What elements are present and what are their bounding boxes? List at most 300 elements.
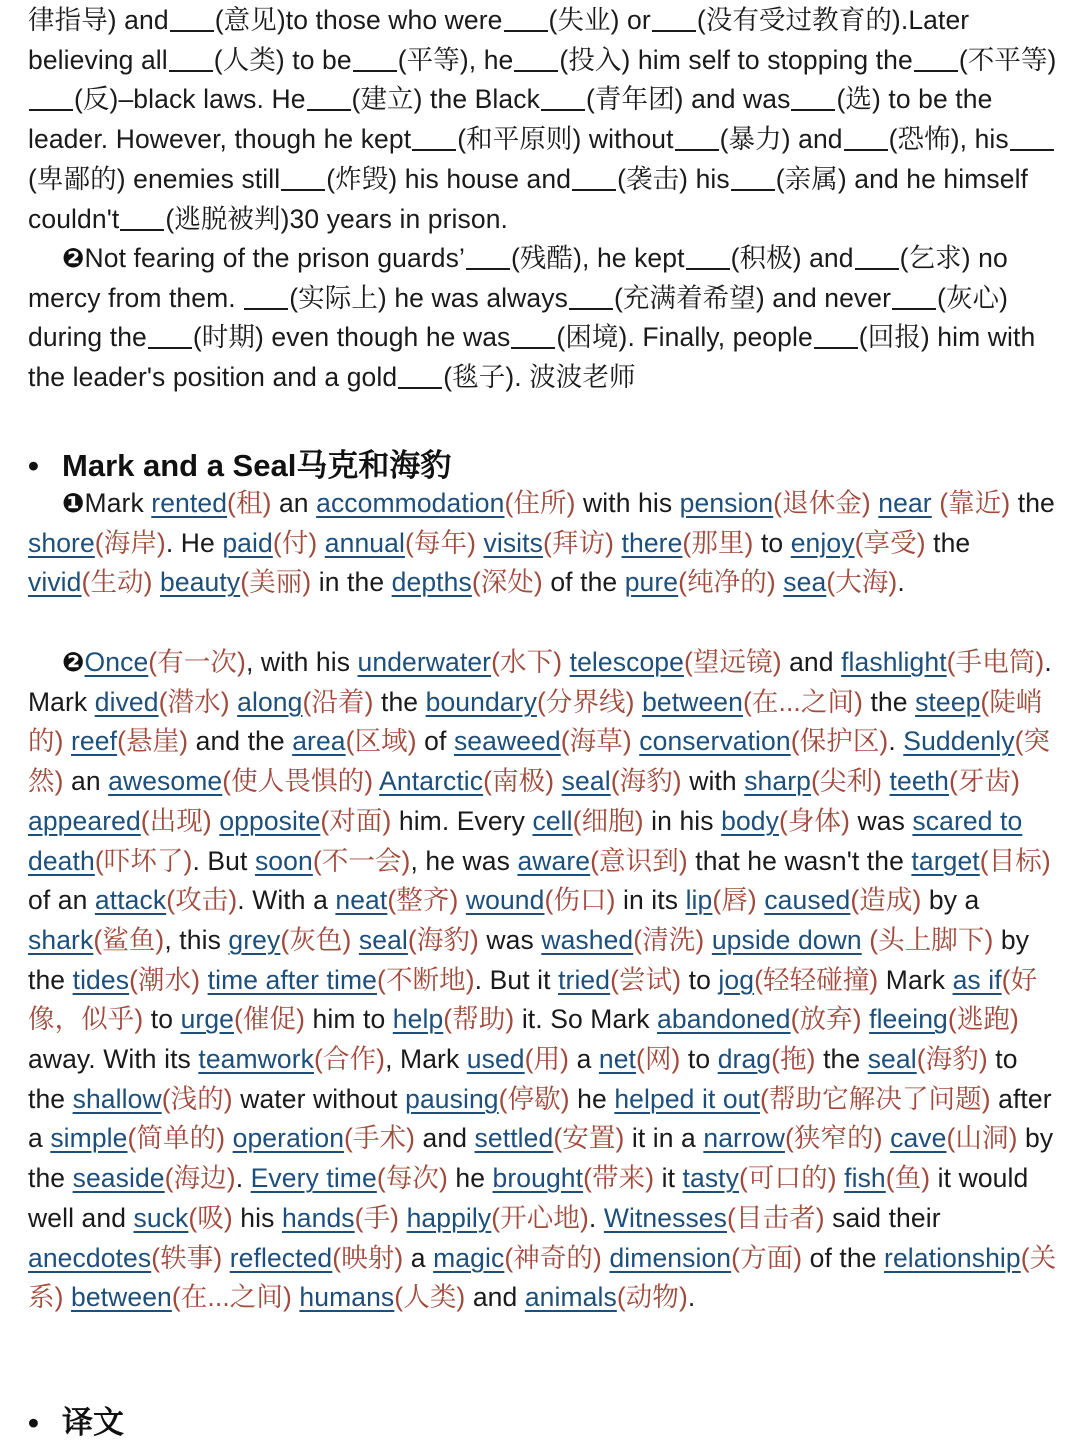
vocab-gloss: (海豹) — [916, 1044, 988, 1075]
vocab-gloss: (不一会) — [312, 845, 411, 876]
text-run — [64, 726, 71, 756]
vocab-word: there — [621, 527, 683, 558]
vocab-word: narrow — [703, 1123, 785, 1154]
text-run — [222, 1243, 229, 1273]
text-run: (乞求) no mercy from them. — [28, 243, 1008, 313]
text-run — [614, 528, 621, 558]
text-run — [225, 1123, 232, 1153]
vocab-word: suck — [133, 1202, 189, 1233]
text-run — [351, 925, 358, 955]
vocab-gloss: (望远镜) — [683, 647, 782, 677]
vocab-word: hands — [281, 1202, 355, 1233]
vocab-gloss: (退休金) — [773, 488, 871, 518]
vocab-gloss: (拜访) — [542, 527, 615, 558]
text-run: the — [863, 686, 916, 717]
vocab-word: time after time — [207, 964, 378, 995]
text-run: (逃脱被判)30 years in prison. — [165, 203, 508, 234]
vocab-gloss: (鲨鱼) — [93, 924, 165, 955]
vocab-word: animals — [524, 1282, 617, 1313]
vocab-word: as if — [952, 964, 1002, 995]
vocab-gloss: (分界线) — [536, 686, 635, 717]
vocab-word: steep — [915, 686, 981, 717]
text-run: (和平原则) without — [457, 124, 674, 155]
text-run — [153, 567, 160, 597]
fill-in-blank — [504, 30, 548, 32]
vocab-word: area — [292, 726, 346, 757]
vocab-word: attack — [94, 885, 167, 916]
text-run: , he was — [410, 845, 518, 876]
vocab-word: boundary — [425, 686, 537, 717]
vocab-gloss: (唇) — [712, 885, 757, 916]
text-run: it in a — [624, 1123, 704, 1154]
vocab-gloss: (沿着) — [302, 686, 374, 717]
fill-in-blank — [514, 70, 558, 72]
vocab-word: fleeing — [869, 1004, 948, 1035]
vocab-gloss: (出现) — [140, 805, 212, 836]
vocab-word: upside down — [711, 924, 862, 955]
text-run: (袭击) his — [617, 163, 730, 194]
vocab-word: grey — [228, 924, 281, 955]
fill-in-blank — [572, 189, 616, 191]
story-paragraph-2 — [28, 643, 1060, 1318]
text-run: to — [143, 1004, 181, 1035]
fill-in-blank — [855, 268, 899, 270]
text-run: to — [753, 527, 791, 558]
fill-in-blank — [307, 109, 351, 111]
fill-in-blank — [353, 70, 397, 72]
vocab-word: happily — [406, 1202, 492, 1233]
text-run — [837, 1163, 844, 1193]
vocab-word: seal — [561, 766, 611, 797]
vocab-gloss: (拖) — [771, 1044, 816, 1075]
vocab-gloss: (潮水) — [129, 964, 201, 995]
section-title: Mark and a Seal马克和海豹 — [62, 448, 452, 483]
text-run: an — [271, 488, 317, 518]
vocab-word: settled — [474, 1123, 554, 1154]
text-run — [317, 528, 324, 558]
vocab-gloss: (山洞) — [946, 1123, 1018, 1154]
text-run: . — [687, 1282, 696, 1313]
vocab-word: abandoned — [657, 1004, 791, 1035]
text-run: . — [888, 726, 904, 757]
fill-in-blank — [244, 308, 288, 310]
vocab-word: underwater — [357, 647, 492, 677]
vocab-gloss: (享受) — [854, 527, 926, 558]
text-run — [635, 687, 642, 717]
vocab-gloss: (水下) — [491, 647, 563, 677]
fill-in-blank — [398, 387, 442, 389]
text-run: . But it — [474, 964, 559, 995]
vocab-gloss: (停歇) — [498, 1083, 570, 1114]
vocab-gloss: (狭窄的) — [784, 1123, 883, 1154]
text-run: (意见)to those who were — [214, 5, 503, 35]
vocab-word: rented — [151, 488, 228, 518]
fill-in-blank — [814, 347, 858, 349]
text-run: Not fearing of the prison guards’ — [84, 243, 465, 273]
text-run: him to — [305, 1004, 393, 1035]
text-run: , Mark — [385, 1044, 467, 1075]
vocab-word: beauty — [160, 567, 241, 598]
vocab-gloss: (那里) — [682, 527, 754, 558]
exercise-paragraph-2 — [28, 239, 1060, 398]
text-run: it would well and — [28, 1163, 1029, 1233]
vocab-word: appeared — [28, 805, 141, 836]
text-run: away. With its — [28, 1044, 199, 1075]
vocab-word: body — [721, 805, 779, 836]
bullet-icon: • — [28, 1405, 39, 1440]
vocab-gloss: (付) — [272, 527, 318, 558]
text-run — [882, 766, 889, 796]
vocab-gloss: (开心地) — [491, 1202, 589, 1233]
text-run: his — [232, 1202, 282, 1233]
vocab-word: seaweed — [453, 726, 561, 757]
fill-in-blank — [844, 149, 888, 151]
vocab-gloss: (美丽) — [240, 567, 312, 598]
text-run: of — [416, 726, 454, 757]
fill-in-blank — [1010, 149, 1054, 151]
vocab-word: sharp — [744, 766, 811, 797]
text-run: . Mark — [28, 647, 1052, 717]
fill-in-blank — [892, 308, 936, 310]
fill-in-blank — [675, 149, 719, 151]
vocab-gloss: (方面) — [731, 1242, 803, 1273]
vocab-word: caused — [764, 885, 851, 916]
text-run: that he wasn't the — [687, 845, 912, 876]
vocab-word: lip — [685, 885, 713, 916]
vocab-gloss: (灰色) — [280, 924, 352, 955]
fill-in-blank — [281, 189, 325, 191]
paragraph-body — [28, 488, 1055, 597]
vocab-gloss: (轻轻碰撞) — [754, 964, 879, 995]
text-run: a — [403, 1242, 434, 1273]
vocab-word: pausing — [405, 1083, 499, 1114]
text-run: . But — [192, 845, 255, 876]
text-run — [64, 1282, 71, 1312]
text-run: the — [1010, 488, 1055, 518]
vocab-word: humans — [299, 1282, 395, 1313]
text-run: to the — [28, 1044, 1018, 1114]
vocab-word: shark — [28, 924, 94, 955]
text-run — [200, 965, 207, 995]
fill-in-blank — [29, 109, 73, 111]
vocab-gloss: (对面) — [320, 805, 392, 836]
paragraph-body — [28, 647, 1056, 1312]
vocab-word: teamwork — [198, 1044, 315, 1075]
fill-in-blank — [686, 268, 730, 270]
text-run: by a — [921, 885, 980, 916]
text-run: (充满着希望) and never — [613, 282, 892, 313]
vocab-gloss: (逃跑) — [947, 1004, 1019, 1035]
vocab-gloss: (海豹) — [407, 924, 479, 955]
vocab-word: jog — [718, 964, 755, 995]
vocab-gloss: (租) — [227, 488, 272, 518]
text-run — [554, 766, 561, 796]
text-run: Mark — [878, 964, 953, 995]
text-run: , with his — [245, 647, 358, 677]
text-run: (时期) even though he was — [192, 322, 511, 353]
vocab-gloss: (帮助) — [443, 1004, 515, 1035]
vocab-gloss: (不断地) — [377, 964, 475, 995]
vocab-word: fish — [844, 1163, 886, 1194]
text-run: . — [897, 567, 905, 598]
text-run: (人类) to be — [213, 44, 352, 75]
vocab-word: drag — [717, 1044, 772, 1075]
vocab-gloss: (身体) — [778, 805, 851, 836]
text-run: (投入) him self to stopping the — [559, 44, 913, 75]
vocab-gloss: (整齐) — [387, 885, 459, 916]
text-run: he — [569, 1083, 615, 1114]
vocab-word: tides — [72, 964, 130, 995]
text-run: 律指导) and — [28, 5, 169, 35]
vocab-word: relationship — [884, 1242, 1021, 1273]
text-run — [399, 1203, 406, 1233]
text-run: (回报) him with the leader's position and a gold — [28, 322, 1036, 393]
vocab-gloss: (目击者) — [727, 1202, 825, 1233]
text-run: (选) to be the leader. However, though he kept — [28, 84, 993, 155]
text-run: in the — [311, 567, 392, 598]
text-run: (积极) and — [730, 243, 854, 273]
vocab-word: sea — [783, 567, 827, 598]
vocab-gloss: (造成) — [850, 885, 922, 916]
vocab-gloss: (悬崖) — [117, 726, 189, 757]
vocab-word: annual — [324, 527, 405, 558]
story-paragraph-1 — [28, 484, 1060, 603]
fill-in-blank — [170, 30, 214, 32]
vocab-gloss: (简单的) — [127, 1123, 226, 1154]
vocab-word: used — [466, 1044, 525, 1075]
section-heading — [28, 440, 451, 485]
fill-in-blank — [791, 109, 835, 111]
text-run: of an — [28, 885, 95, 916]
vocab-gloss: (有一次) — [148, 647, 246, 677]
text-run: (没有受过教育的).Later believing all — [28, 5, 970, 75]
text-run: (失业) or — [548, 5, 651, 35]
vocab-gloss: (攻击) — [166, 885, 238, 916]
vocab-gloss: (可口的) — [739, 1163, 837, 1194]
paragraph-number: ❷ — [62, 647, 85, 677]
vocab-gloss: (海豹) — [610, 766, 682, 797]
text-run: the — [925, 527, 971, 558]
text-run: by the — [28, 924, 1030, 995]
vocab-gloss: (头上脚下) — [869, 924, 994, 955]
vocab-gloss: (清洗) — [633, 924, 705, 955]
text-run: it. So Mark — [514, 1004, 658, 1035]
paragraph-body — [28, 243, 1035, 392]
vocab-word: dived — [94, 686, 159, 717]
vocab-word: urge — [180, 1004, 235, 1035]
fill-in-blank — [120, 229, 164, 231]
text-run: (卑鄙的) enemies still — [28, 163, 281, 194]
vocab-word: pension — [679, 488, 774, 518]
text-run: said their — [824, 1202, 941, 1233]
translation-heading — [28, 1397, 124, 1442]
text-run: . With a — [237, 885, 336, 916]
vocab-word: teeth — [889, 766, 949, 797]
vocab-gloss: (映射) — [332, 1242, 404, 1273]
text-run: Mark — [84, 488, 152, 518]
vocab-word: vivid — [28, 567, 82, 598]
text-run: he — [447, 1163, 493, 1194]
text-run: (恐怖), his — [888, 124, 1009, 155]
text-run: and — [465, 1282, 525, 1313]
vocab-gloss: (合作) — [314, 1044, 386, 1075]
vocab-gloss: (靠近) — [939, 488, 1011, 518]
vocab-word: brought — [492, 1163, 584, 1194]
vocab-gloss: (区域) — [345, 726, 417, 757]
vocab-word: target — [911, 845, 980, 876]
vocab-gloss: (用) — [524, 1044, 570, 1075]
text-run: (不平等) — [958, 44, 1057, 75]
fill-in-blank — [569, 308, 613, 310]
text-run — [458, 885, 465, 915]
text-run: and — [415, 1123, 475, 1154]
vocab-word: reflected — [229, 1242, 333, 1273]
vocab-gloss: (催促) — [234, 1004, 306, 1035]
text-run: was — [850, 805, 913, 836]
text-run: was — [478, 924, 542, 955]
translation-title: 译文 — [62, 1405, 124, 1440]
vocab-word: seal — [358, 924, 408, 955]
vocab-gloss: (帮助它解决了问题) — [760, 1083, 991, 1114]
vocab-gloss: (纯净的) — [678, 567, 776, 598]
text-run — [883, 1123, 890, 1153]
vocab-word: flashlight — [841, 647, 947, 677]
vocab-word: neat — [335, 885, 388, 916]
text-run — [562, 647, 569, 677]
text-run: the — [815, 1044, 868, 1075]
text-run: in his — [643, 805, 722, 836]
vocab-word: conservation — [639, 726, 791, 757]
text-run: water without — [232, 1083, 406, 1114]
vocab-word: between — [71, 1282, 172, 1313]
text-run: in its — [615, 885, 686, 916]
vocab-word: cave — [890, 1123, 947, 1154]
vocab-gloss: (深处) — [471, 567, 543, 598]
vocab-gloss: (网) — [636, 1044, 681, 1075]
vocab-gloss: (手) — [354, 1202, 400, 1233]
text-run: (炸毁) his house and — [326, 163, 572, 194]
vocab-gloss: (潜水) — [158, 686, 230, 717]
vocab-gloss: (目标) — [979, 845, 1051, 876]
text-run: and — [781, 647, 842, 677]
text-run: (暴力) and — [719, 124, 843, 155]
vocab-word: magic — [433, 1242, 505, 1273]
fill-in-blank — [731, 189, 775, 191]
vocab-word: visits — [483, 527, 543, 558]
vocab-word: along — [237, 686, 303, 717]
fill-in-blank — [466, 268, 510, 270]
bullet-icon: • — [28, 448, 39, 483]
vocab-word: operation — [232, 1123, 345, 1154]
text-run: by the — [28, 1123, 1054, 1194]
vocab-word: shallow — [72, 1083, 162, 1114]
vocab-word: simple — [50, 1123, 128, 1154]
vocab-gloss: (神奇的) — [504, 1242, 602, 1273]
vocab-gloss: (保护区) — [790, 726, 889, 757]
text-run: . — [588, 1202, 604, 1233]
text-run: . — [235, 1163, 251, 1194]
vocab-gloss: (在...之间) — [171, 1282, 292, 1313]
vocab-word: Once — [84, 647, 149, 677]
vocab-word: Suddenly — [903, 726, 1015, 757]
vocab-word: opposite — [219, 805, 321, 836]
paragraph-number: ❷ — [62, 243, 85, 273]
vocab-gloss: (陡峭的) — [28, 686, 1043, 757]
vocab-gloss: (安置) — [553, 1123, 625, 1154]
vocab-gloss: (意识到) — [590, 845, 688, 876]
vocab-word: helped it out — [614, 1083, 761, 1114]
text-run: . He — [165, 527, 223, 558]
vocab-gloss: (好像，似乎) — [28, 964, 1038, 1035]
text-run: , this — [164, 924, 229, 955]
fill-in-blank — [169, 70, 213, 72]
fill-in-blank — [652, 30, 696, 32]
vocab-gloss: (住所) — [504, 488, 576, 518]
vocab-word: Every time — [250, 1163, 377, 1194]
text-run: the — [373, 686, 426, 717]
text-run: (残酷), he kept — [510, 243, 685, 273]
paragraph-number: ❶ — [62, 488, 85, 518]
text-run: (青年团) and was — [585, 84, 791, 115]
text-run — [862, 1004, 869, 1034]
vocab-word: seal — [867, 1044, 917, 1075]
vocab-word: dimension — [609, 1242, 732, 1273]
text-run: (平等), he — [397, 44, 514, 75]
vocab-word: reef — [71, 726, 118, 757]
text-run: and the — [188, 726, 293, 757]
vocab-gloss: (吸) — [188, 1202, 233, 1233]
text-run: him. Every — [391, 805, 533, 836]
vocab-gloss: (放弃) — [790, 1004, 862, 1035]
vocab-gloss: (使人畏惧的) — [222, 766, 374, 797]
vocab-gloss: (手术) — [344, 1123, 416, 1154]
vocab-gloss: (伤口) — [544, 885, 616, 916]
vocab-word: aware — [517, 845, 591, 876]
fill-in-blank — [541, 109, 585, 111]
text-run: it — [654, 1163, 683, 1194]
text-run: of the — [542, 567, 625, 598]
vocab-gloss: (尝试) — [610, 964, 682, 995]
vocab-word: cell — [532, 805, 573, 836]
vocab-word: accommodation — [316, 488, 505, 518]
vocab-word: Witnesses — [603, 1202, 727, 1233]
vocab-word: net — [598, 1044, 637, 1075]
vocab-gloss: (关系) — [28, 1242, 1057, 1313]
vocab-gloss: (带来) — [583, 1163, 655, 1194]
text-run: with his — [575, 488, 680, 518]
vocab-word: depths — [391, 567, 472, 598]
vocab-word: awesome — [108, 766, 223, 797]
vocab-gloss: (动物) — [616, 1282, 688, 1313]
vocab-word: pure — [624, 567, 679, 598]
vocab-word: enjoy — [790, 527, 855, 558]
vocab-gloss: (生动) — [81, 567, 153, 598]
vocab-word: telescope — [569, 647, 684, 677]
vocab-word: shore — [28, 527, 95, 558]
text-run: to — [680, 1044, 718, 1075]
vocab-word: paid — [222, 527, 273, 558]
text-run: with — [681, 766, 745, 797]
vocab-gloss: (细胞) — [572, 805, 644, 836]
vocab-gloss: (人类) — [394, 1282, 466, 1313]
vocab-gloss: (每年) — [404, 527, 477, 558]
vocab-word: washed — [541, 924, 634, 955]
vocab-gloss: (尖利) — [811, 766, 883, 797]
vocab-word: wound — [465, 885, 545, 916]
vocab-gloss: (牙齿) — [948, 766, 1021, 797]
vocab-gloss: (鱼) — [885, 1163, 931, 1194]
vocab-word: scared to death — [28, 805, 1023, 876]
